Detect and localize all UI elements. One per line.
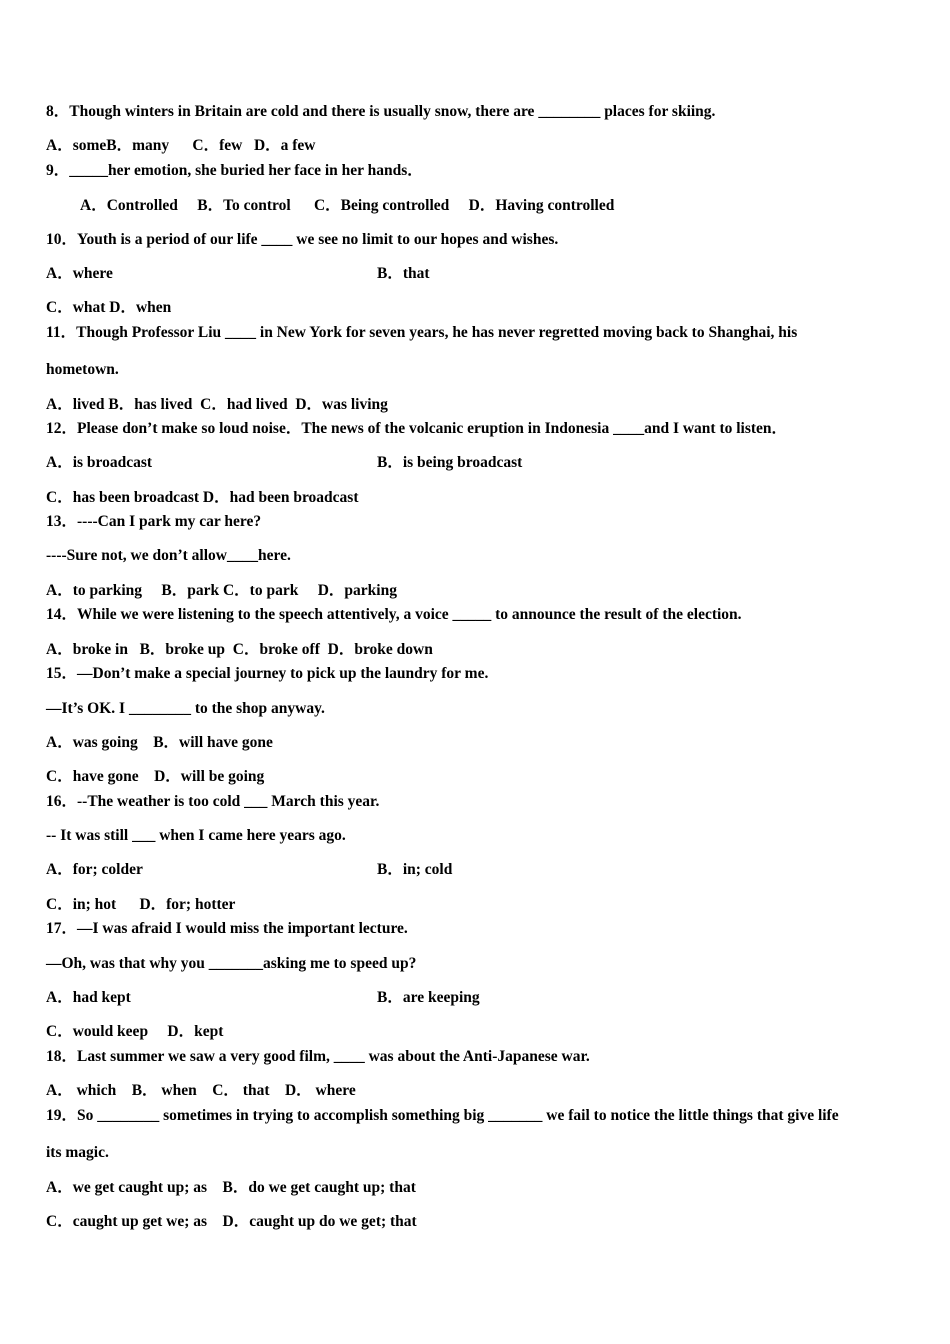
question-12-stem: 12．Please don’t make so loud noise．The news of the volcanic eruption in Indonesia ____and I want to listen．	[46, 420, 788, 437]
question-17-option-a: A．had kept	[46, 989, 131, 1006]
question-15-options-cd: C．have gone D．will be going	[46, 768, 265, 785]
question-17-reply: —Oh, was that why you _______asking me to speed up?	[46, 955, 417, 972]
question-11-stem: 11．Though Professor Liu ____ in New York for seven years, he has never regretted moving back to Shanghai, his	[46, 324, 798, 341]
question-10-stem: 10．Youth is a period of our life ____ we see no limit to our hopes and wishes.	[46, 231, 559, 248]
question-16-option-a: A．for; colder	[46, 861, 143, 878]
question-10-option-a: A．where	[46, 265, 113, 282]
question-8-options: A．someB．many C．few D．a few	[46, 137, 316, 154]
question-16-stem: 16．--The weather is too cold ___ March this year.	[46, 793, 380, 810]
question-19-options-ab: A．we get caught up; as B．do we get caught up; that	[46, 1179, 416, 1196]
question-16-options-cd: C．in; hot D．for; hotter	[46, 896, 236, 913]
question-17-stem: 17．—I was afraid I would miss the important lecture.	[46, 920, 408, 937]
question-19-stem-cont: its magic.	[46, 1144, 109, 1161]
question-14-options: A．broke in B．broke up C．broke off D．broke down	[46, 641, 433, 658]
question-13-options: A．to parking B．park C．to park D．parking	[46, 582, 397, 599]
question-18-stem: 18．Last summer we saw a very good film, ____ was about the Anti-Japanese war.	[46, 1048, 590, 1065]
question-15-reply: —It’s OK. I ________ to the shop anyway.	[46, 700, 325, 717]
question-15-options-ab: A．was going B．will have gone	[46, 734, 273, 751]
question-19-options-cd: C．caught up get we; as D．caught up do we get; that	[46, 1213, 417, 1230]
question-17-option-b: B．are keeping	[377, 989, 480, 1006]
question-13-stem: 13．----Can I park my car here?	[46, 513, 262, 530]
question-9-stem: 9．_____her emotion, she buried her face in her hands．	[46, 162, 423, 179]
question-19-stem: 19．So ________ sometimes in trying to accomplish something big _______ we fail to notice the little things that give life	[46, 1107, 839, 1124]
question-18-options: A． which B． when C． that D． where	[46, 1082, 356, 1099]
question-14-stem: 14．While we were listening to the speech attentively, a voice _____ to announce the result of the election.	[46, 606, 742, 623]
question-10-option-b: B．that	[377, 265, 430, 282]
question-10-options-cd: C．what D．when	[46, 299, 172, 316]
question-12-option-a: A．is broadcast	[46, 454, 153, 471]
question-8-stem: 8．Though winters in Britain are cold and there is usually snow, there are ________ places for skiing.	[46, 103, 716, 120]
question-12-option-b: B．is being broadcast	[377, 454, 523, 471]
question-13-reply: ----Sure not, we don’t allow____here.	[46, 547, 291, 564]
question-17-options-cd: C．would keep D．kept	[46, 1023, 224, 1040]
question-11-options: A．lived B．has lived C．had lived D．was living	[46, 396, 388, 413]
question-12-options-cd: C．has been broadcast D．had been broadcast	[46, 489, 359, 506]
question-16-reply: -- It was still ___ when I came here years ago.	[46, 827, 346, 844]
question-15-stem: 15．—Don’t make a special journey to pick up the laundry for me.	[46, 665, 489, 682]
question-9-options: A．Controlled B．To control C．Being controlled D．Having controlled	[80, 197, 615, 214]
question-11-stem-cont: hometown.	[46, 361, 119, 378]
question-16-option-b: B．in; cold	[377, 861, 453, 878]
